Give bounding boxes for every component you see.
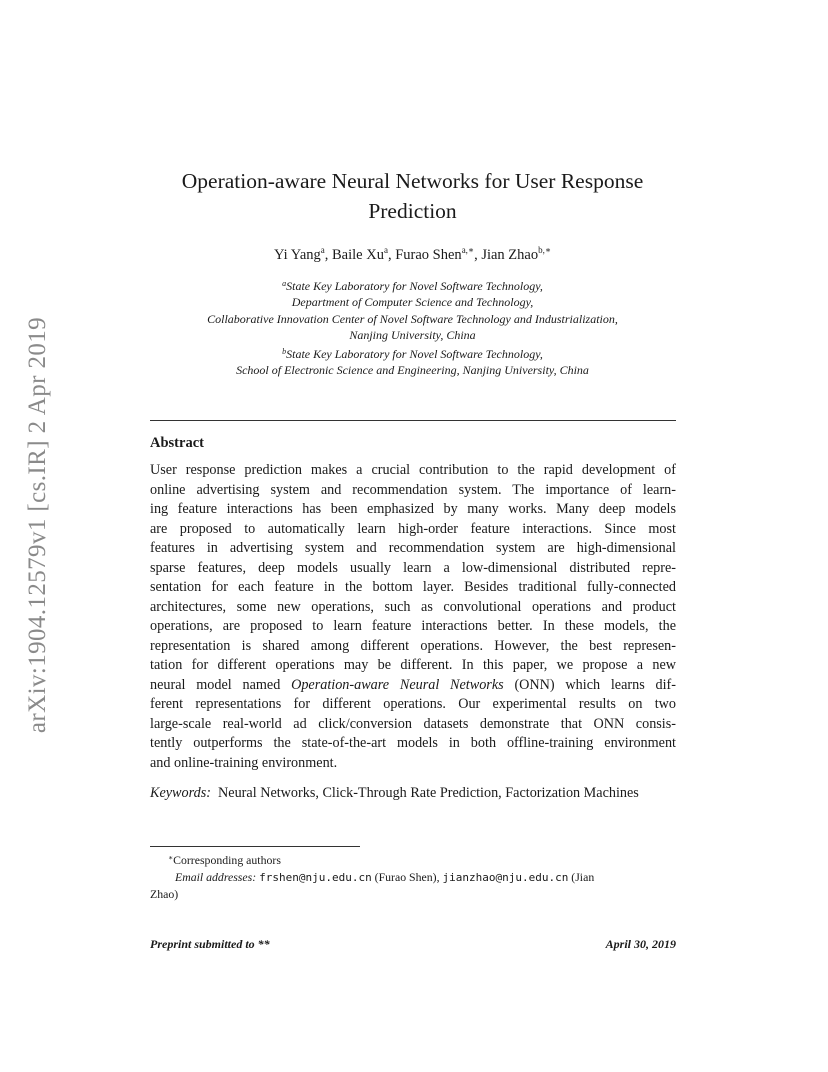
abstract-line: ing feature interactions has been emphasized by many works. Many deep models <box>150 501 676 517</box>
abstract-line <box>150 676 676 696</box>
email-link[interactable]: jianzhao@nju.edu.cn <box>442 871 569 884</box>
keywords-text: Neural Networks, Click-Through Rate Prediction, Factorization Machines <box>218 785 639 801</box>
abstract-line: representation is shared among different operations. However, the best represen- <box>150 637 676 654</box>
keywords-label: Keywords: <box>150 785 211 801</box>
footnote-rule <box>150 846 360 847</box>
title-line: Prediction <box>368 199 457 223</box>
abstract-line: User response prediction makes a crucial contribution to the rapid development of <box>150 462 676 478</box>
abstract-heading: Abstract <box>150 435 204 451</box>
affiliation-line <box>150 276 675 294</box>
footnote-corresponding <box>150 849 676 869</box>
author-name: Furao Shen <box>395 247 462 263</box>
author-separator: , <box>324 247 333 263</box>
affiliation-line: Department of Computer Science and Technology, <box>291 295 534 310</box>
affiliation-line: Collaborative Innovation Center of Novel Software Technology and Industrialization, <box>207 311 618 326</box>
author-affiliation-marker: a <box>383 245 388 255</box>
author-separator: , <box>474 247 482 263</box>
author-name: Yi Yang <box>274 247 321 263</box>
affiliation-line: School of Electronic Science and Engineering, Nanjing University, China <box>236 363 589 378</box>
email-label: Email addresses: <box>175 870 257 884</box>
abstract-line: online advertising system and recommendation system. The importance of learn- <box>150 481 676 498</box>
model-name: Operation-aware Neural Networks <box>291 676 504 693</box>
email-link[interactable]: frshen@nju.edu.cn <box>259 871 372 884</box>
abstract-line: operations, are proposed to learn feature interactions better. In these models, the <box>150 618 676 634</box>
paper-title <box>150 166 675 226</box>
preprint-note: Preprint submitted to ** <box>150 937 270 951</box>
abstract-line: features in advertising system and recommendation system are high-dimensional <box>150 540 676 556</box>
abstract-body <box>150 461 676 773</box>
affiliation-line <box>150 344 675 362</box>
footnote-text: Corresponding authors <box>173 853 281 867</box>
author-affiliation-marker: a,∗ <box>461 245 475 255</box>
author-affiliation-marker: b,∗ <box>538 245 551 255</box>
abstract-line: and online-training environment. <box>150 754 338 771</box>
email-owner: (Jian <box>571 870 595 884</box>
abstract-line: are proposed to automatically learn high-order feature interactions. Since most <box>150 520 676 537</box>
keywords <box>150 784 676 804</box>
footnotes <box>150 849 676 903</box>
affiliation-text: State Key Laboratory for Novel Software Technology, <box>286 279 543 293</box>
abstract-line: tently outperforms the state-of-the-art models in both offline-training environment <box>150 735 676 751</box>
arxiv-identifier-sidebar: arXiv:1904.12579v1 [cs.IR] 2 Apr 2019 <box>24 316 51 734</box>
affiliation-marker: a <box>282 279 287 288</box>
author-separator: , <box>387 247 396 263</box>
footnote-emails <box>150 869 676 886</box>
preprint-date: April 30, 2019 <box>605 937 676 951</box>
author-affiliation-marker: a <box>320 245 325 255</box>
abstract-line: architectures, some new operations, such as convolutional operations and product <box>150 598 676 615</box>
abstract-line: tation for different operations may be different. In this paper, we propose a new <box>150 657 676 673</box>
abstract-line: sentation for each feature in the bottom layer. Besides traditional fully-connected <box>150 579 676 595</box>
footnote-emails-cont: Zhao) <box>150 887 179 901</box>
affiliation-text: State Key Laboratory for Novel Software Technology, <box>286 346 543 361</box>
author-list <box>150 245 675 264</box>
abstract-line: ferent representations for different operations. Our experimental results on two <box>150 696 676 712</box>
abstract-top-rule <box>150 420 676 421</box>
title-line: Operation-aware Neural Networks for User Response <box>181 169 644 193</box>
affiliations <box>150 276 675 378</box>
abstract-line: sparse features, deep models usually learn a low-dimensional distributed repre- <box>150 559 676 576</box>
author-name: Jian Zhao <box>481 247 539 263</box>
abstract-text: (ONN) which learns dif- <box>503 676 677 693</box>
abstract-text: neural model named <box>150 676 292 693</box>
affiliation-line: Nanjing University, China <box>349 328 476 343</box>
abstract-line: large-scale real-world ad click/conversion datasets demonstrate that ONN consis- <box>150 715 676 732</box>
footnote-marker: ∗ <box>168 853 174 862</box>
email-owner: (Furao Shen), <box>374 870 440 884</box>
affiliation-marker: b <box>282 346 287 356</box>
author-name: Baile Xu <box>332 247 384 263</box>
